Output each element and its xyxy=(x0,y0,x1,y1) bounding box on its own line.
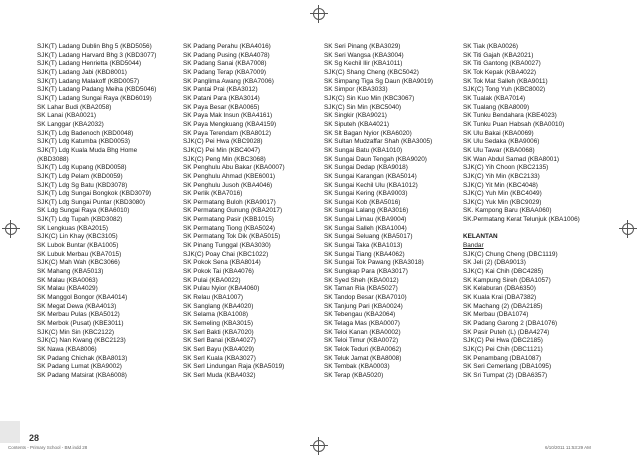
list-item: SK Pinang Tunggal (KBA3030) xyxy=(183,242,271,250)
list-item: SJK(C) Tong Yuh (KBC8002) xyxy=(463,86,546,94)
list-item: SK Padang Perahu (KBA4016) xyxy=(183,43,271,50)
list-item: SJK(T) Ladang Dublin Bhg 5 (KBD5056) xyxy=(37,43,152,50)
list-item: SK Lengkuas (KBA2015) xyxy=(37,224,109,232)
list-item: SK Tembak (KBA0003) xyxy=(324,363,390,371)
list-item: SK Teloi Timur (KBA0072) xyxy=(324,337,399,345)
list-item: SK Sungai Batu (KBA1010) xyxy=(324,146,403,154)
list-item: SJK(C) Pei Min (KBC4047) xyxy=(183,146,261,154)
list-item: SJK(C) Lin Khay (KBC3105) xyxy=(37,233,118,241)
list-item: SK Teluk Jamat (KBA8008) xyxy=(324,354,402,362)
list-item: SK Teloi Kanan (KBA0002) xyxy=(324,328,401,336)
list-item: SJK(C) Poay Chai (KBC1022) xyxy=(183,250,269,258)
list-item: SK Serl Muda (KBA4032) xyxy=(183,371,256,379)
list-item: SK Sungai Tok Pawang (KBA3018) xyxy=(324,259,424,267)
list-item: SK Simpang Tiga Sg Daun (KBA9019) xyxy=(324,77,434,85)
list-item: SK Pulai (KBA0022) xyxy=(183,276,241,284)
list-item: SK Singkir (KBA9021) xyxy=(324,112,387,120)
list-item: SJK(C) Pei Chih (DBC1121) xyxy=(463,345,543,353)
footer-file-info: Contents - Primary School - BM.indd 28 xyxy=(8,445,88,450)
list-item: SK Slt Bagan Nyior (KBA6020) xyxy=(324,129,412,137)
list-item: SJK(C) Pei Hwa (DBC2185) xyxy=(463,337,543,345)
list-item: SK Sungai Kob (KBA5016) xyxy=(324,198,401,206)
list-item: SK Padang Lumat (KBA9002) xyxy=(37,363,122,371)
list-item: SJK(T) Ladang Jabi (KBD8001) xyxy=(37,68,127,76)
list-item: SK Manggol Bongor (KBA4014) xyxy=(37,294,128,302)
list-item: SJK(C) Yih Min (KBC2133) xyxy=(463,172,540,180)
list-spacer xyxy=(463,225,580,234)
list-item: SJK(C) Shang Cheng (KBC5042) xyxy=(324,68,419,76)
list-item: SK Sultan Mudzaffar Shah (KBA3005) xyxy=(324,138,433,146)
list-item: SK Tunku Puan Habsah (KBA0010) xyxy=(463,120,565,128)
list-item: SK Tok Kepak (KBA4022) xyxy=(463,68,537,76)
list-item: SJK(C) Kai Chih (DBC4285) xyxy=(463,268,544,276)
list-item: SJK(C) Yih Choon (KBC2135) xyxy=(463,164,549,172)
list-item: SJK(C) Peng Min (KBC3068) xyxy=(183,155,266,163)
list-item: SK Serl Bakti (KBA7020) xyxy=(183,328,254,336)
list-item: SK Paya Mak Insun (KBA4161) xyxy=(183,112,273,120)
list-item: SK Paya Mengkuang (KBA4159) xyxy=(183,120,277,128)
list-item: SK Simpor (KBA3033) xyxy=(324,86,388,94)
list-item: SK Tualak (KBA7014) xyxy=(463,94,526,102)
list-item: SJK(T) Ldg Pelam (KBD0059) xyxy=(37,172,123,180)
list-item: SK Lubok Buntar (KBA1005) xyxy=(37,242,119,250)
list-item: SK Serl Kuala (KBA3027) xyxy=(183,354,256,362)
list-item: SK Penambang (DBA1087) xyxy=(463,354,542,362)
list-item: SK Syed Sheh (KBA0012) xyxy=(324,276,399,284)
list-item: SK Nawa (KBA8006) xyxy=(37,345,97,353)
list-item: SK Permatang Tiong (KBA5024) xyxy=(183,224,276,232)
list-item: SJK(T) Ldg Kupang (KBD0058) xyxy=(37,164,127,172)
list-item: SK Siputeh (KBA4021) xyxy=(324,120,390,128)
list-item: SJK(C) Nan Kwang (KBC2123) xyxy=(37,337,126,345)
list-item: SK Permatang Gunung (KBA2017) xyxy=(183,207,283,215)
list-item: SK Malau (KBA4029) xyxy=(37,285,98,293)
registration-mark-icon xyxy=(313,440,325,452)
list-item: SJK(C) Pei Hwa (KBC9028) xyxy=(183,138,263,146)
registration-mark-icon xyxy=(313,8,325,20)
list-item: SK Selama (KBA1008) xyxy=(183,311,249,319)
list-item: SJK(T) Ldg Kuala Muda Bhg Home xyxy=(37,146,138,154)
list-item: SJK(C) Sin Kuo Min (KBC3067) xyxy=(324,94,415,102)
list-item: SK Padang Pusing (KBA4078) xyxy=(183,51,270,59)
list-item: SK Pokok Tai (KBA4076) xyxy=(183,268,254,276)
list-item: SK Tebengau (KBA2064) xyxy=(324,311,396,319)
school-list-column xyxy=(463,43,580,381)
list-item: SK. Kampong Baru (KBAA060) xyxy=(463,207,552,215)
list-item: SK Sungai Daun Tengah (KBA9020) xyxy=(324,155,427,163)
list-item: SK Telaga Mas (KBA0007) xyxy=(324,320,400,327)
list-item: SJK(T) Ladang Harvard Bhg 3 (KBD3077) xyxy=(37,51,157,59)
list-item: SK Merbau Pulas (KBA5012) xyxy=(37,311,120,319)
list-item: SJK(T) Ladang Padang Meiha (KBD5046) xyxy=(37,86,157,94)
list-item: SK Pantai Prai (KBA3012) xyxy=(183,86,258,94)
list-item: SK Ulu Bakai (KBA0069) xyxy=(463,129,534,137)
school-list-column xyxy=(324,43,433,381)
list-item: SK Padang Terap (KBA7009) xyxy=(183,68,267,76)
list-item: SK Sungai Lalang (KBA3016) xyxy=(324,207,409,215)
list-item: SK Ulu Tawar (KBA0068) xyxy=(463,146,535,154)
list-item: SK Tualang (KBA8009) xyxy=(463,103,530,111)
page-tab xyxy=(0,421,20,443)
list-item: SJK(C) Mah Wah (KBC3066) xyxy=(37,259,120,267)
list-item: SK Sri Tumpat (2) (DBA6357) xyxy=(463,371,548,379)
list-item: SK Perlik (KBA7016) xyxy=(183,190,243,198)
list-item: SK Relau (KBA1007) xyxy=(183,294,244,302)
list-item: SK Kuala Krai (DBA7382) xyxy=(463,294,537,302)
list-item: SK Malau (KBA0063) xyxy=(37,276,98,284)
list-item: SK Tandop Besar (KBA7010) xyxy=(324,294,407,302)
list-item: SK Permatang Tok Dik (KBA5015) xyxy=(183,233,281,241)
list-item: SJK(C) Sin Min (KBC5040) xyxy=(324,103,402,111)
list-item: SJK(T) Ldg Tupah (KBD3082) xyxy=(37,216,123,224)
list-item: SK Telok Teduri (KBA0062) xyxy=(324,345,402,353)
list-item: SK Lahar Budi (KBA2058) xyxy=(37,103,112,111)
list-item: SK Padang Sanai (KBA7008) xyxy=(183,60,267,68)
section-subheading: Bandar xyxy=(463,242,484,250)
list-item: SK Merbau (DBA1074) xyxy=(463,311,529,319)
list-item: SK Paya Besar (KBA0065) xyxy=(183,103,260,111)
list-item: SK Penghulu Jusoh (KBA4046) xyxy=(183,181,273,189)
list-item: SK Merbok (Pusat) (KBE3011) xyxy=(37,320,124,327)
list-item: SJK(C) Chung Cheng (DBC1119) xyxy=(463,250,558,258)
list-item: SK Serl Bayu (KBA4029) xyxy=(183,345,255,353)
school-list-column xyxy=(37,43,156,381)
list-item: SK Sungai Taka (KBA1013) xyxy=(324,242,403,250)
registration-mark-icon xyxy=(5,223,17,235)
school-list-column xyxy=(183,43,285,381)
list-item: SJK(T) Ldg Katumba (KBD0053) xyxy=(37,138,131,146)
list-item: SK Tiak (KBA0026) xyxy=(463,43,519,50)
list-item: SK Sungai Karangan (KBA5014) xyxy=(324,172,417,180)
list-item: SK Sg Kechil Ilir (KBA1011) xyxy=(324,60,403,68)
list-item: SK Pasir Puteh (L) (DBA4274) xyxy=(463,328,550,336)
list-item: SK Tunku Bendahara (KBE4023) xyxy=(463,112,557,120)
list-item: SJK(C) Yit Min (KBC4048) xyxy=(463,181,538,189)
list-item: SJK(C) Min Sin (KBC2122) xyxy=(37,328,115,336)
list-item: SK Pulau Nyior (KBA4060) xyxy=(183,285,260,293)
list-item: SK Serl Lindungan Raja (KBA5019) xyxy=(183,363,285,371)
list-item: SK Sungai Kechil Ulu (KBA1012) xyxy=(324,181,418,189)
list-item: SK Jeli (2) (DBA9013) xyxy=(463,259,526,267)
list-item: SK Padang Garong 2 (DBA1076) xyxy=(463,319,558,327)
list-item: SK Paya Terendam (KBA8012) xyxy=(183,129,271,137)
list-item: SK Terap (KBA5020) xyxy=(324,371,384,379)
list-item: SJK(C) Yuh Min (KBC4049) xyxy=(463,190,542,198)
list-item: SK Permatang Buloh (KBA9017) xyxy=(183,198,276,206)
list-item: SK Titi Gantong (KBA0027) xyxy=(463,60,541,68)
list-item: SK Megat Dewa (KBA4013) xyxy=(37,302,117,310)
list-item: SJK(T) Ladang Malakoff (KBD0057) xyxy=(37,77,140,85)
list-item: SK Panglima Awang (KBA7006) xyxy=(183,77,274,85)
list-item: SK Permatang Pasir (KBB1015) xyxy=(183,216,274,224)
list-item: SK Sanglang (KBA4020) xyxy=(183,302,254,310)
list-item: SK Mahang (KBA5013) xyxy=(37,268,104,276)
list-item: SK Langgar (KBA2032) xyxy=(37,120,104,128)
list-item: SJK(T) Ladang Henrietta (KBD5044) xyxy=(37,60,142,68)
list-item: SK Padang Chichak (KBA8013) xyxy=(37,354,128,362)
list-item: SK Kelaburan (DBA6350) xyxy=(463,285,536,293)
list-item: SJK(C) Yuk Min (KBC9029) xyxy=(463,198,542,206)
list-item: SK Tok Mat Salleh (KBA9011) xyxy=(463,77,548,85)
list-item: SK Patani Para (KBA3014) xyxy=(183,94,260,102)
list-item: SK Kampung Sireh (DBA1057) xyxy=(463,276,551,284)
list-item: SK Penghulu Ahmad (KBE6001) xyxy=(183,172,276,180)
list-item: SK Sungai Kering (KBA9003) xyxy=(324,190,408,198)
list-item: SK Ldg Sungai Raya (KBA6010) xyxy=(37,207,130,215)
list-item: SJK(T) Ldg Sungai Bongkok (KBD3079) xyxy=(37,190,152,198)
list-item: SK Seri Pinang (KBA3029) xyxy=(324,43,401,50)
list-item: SK Sungkap Para (KBA3017) xyxy=(324,268,408,276)
list-item: SK Taman Ria (KBA5027) xyxy=(324,285,398,293)
list-item: SK Seri Wangsa (KBA3004) xyxy=(324,51,404,59)
list-item: SK Seri Cemerlang (DBA1095) xyxy=(463,363,552,371)
list-item: SK Penghulu Abu Bakar (KBA0007) xyxy=(183,164,285,172)
list-item: SK Serl Banai (KBA4027) xyxy=(183,337,256,345)
footer-timestamp: 6/10/2011 11:53:29 AM xyxy=(545,445,591,450)
list-item: SK Sungai Tiang (KBA4062) xyxy=(324,250,405,258)
page-number: 28 xyxy=(29,433,40,443)
list-item: SK Titi Gajah (KBA2021) xyxy=(463,51,534,59)
list-item: SK Tanjung Pari (KBA0024) xyxy=(324,302,403,310)
list-item: SK Ulu Sedaka (KBA9006) xyxy=(463,138,540,146)
list-item: SK Sungai Seluang (KBA5017) xyxy=(324,233,413,241)
list-item: SK Pokok Sena (KBA8014) xyxy=(183,259,261,267)
section-heading: KELANTAN xyxy=(463,233,498,241)
list-item: SK Sungai Salleh (KBA1004) xyxy=(324,224,407,232)
list-item: SK Sungai Limau (KBA9004) xyxy=(324,216,407,224)
list-item: SK Machang (2) (DBA2185) xyxy=(463,302,543,310)
list-item: SK Sungai Dedap (KBA9018) xyxy=(324,164,408,172)
list-item: SJK(T) Ldg Badenoch (KBD0048) xyxy=(37,129,134,137)
list-item: (KBD3088) xyxy=(37,155,69,163)
list-item: SK Semeling (KBA3015) xyxy=(183,320,253,327)
list-item: SK Padang Matsirat (KBA6008) xyxy=(37,371,127,379)
list-item: SK Lubuk Merbau (KBA7015) xyxy=(37,250,122,258)
list-item: SJK(T) Ldg Sungai Puntar (KBD3080) xyxy=(37,198,145,206)
list-item: SJK(T) Ldg Sg Batu (KBD3078) xyxy=(37,181,128,189)
list-item: SK Lanai (KBA0021) xyxy=(37,112,96,120)
list-item: SK.Permatang Kerat Telunjuk (KBA1006) xyxy=(463,216,580,224)
list-item: SJK(T) Ladang Sungai Raya (KBD6019) xyxy=(37,94,152,102)
list-item: SK Wan Abdul Samad (KBA8001) xyxy=(463,155,560,163)
registration-mark-icon xyxy=(622,223,634,235)
